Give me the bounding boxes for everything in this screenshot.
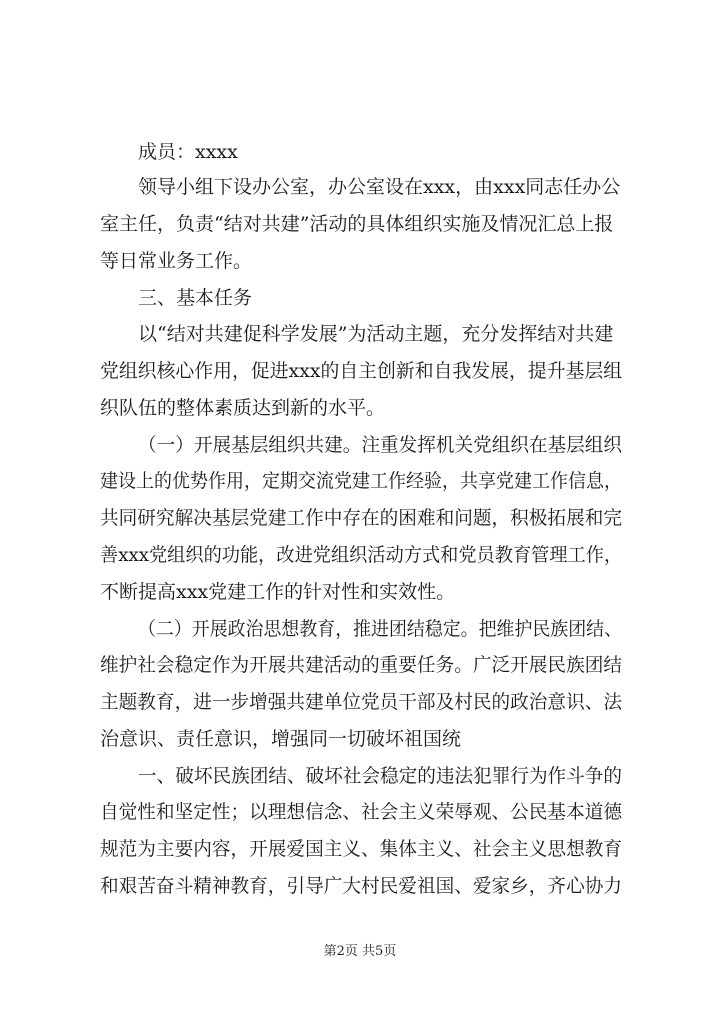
text-line: 以“结对共建促科学发展”为活动主题，充分发挥结对共建 (138, 323, 614, 345)
section-heading: 三、基本任务 (138, 287, 253, 309)
text-line: （一）开展基层组织共建。注重发挥机关党组织在基层组织 (138, 434, 623, 456)
text-line: 善xxx党组织的功能，改进党组织活动方式和党员教育管理工作， (100, 544, 623, 566)
text-line: （二）开展政治思想教育，推进团结稳定。把维护民族团结、 (138, 618, 623, 640)
text-line: 成员：xxxx (138, 141, 238, 163)
text-line: 领导小组下设办公室，办公室设在xxx，由xxx同志任办公 (138, 176, 621, 198)
text-line: 规范为主要内容，开展爱国主义、集体主义、社会主义思想教育 (100, 838, 623, 860)
text-line: 主题教育，进一步增强共建单位党员干部及村民的政治意识、法 (100, 691, 623, 713)
text-line: 共同研究解决基层党建工作中存在的困难和问题，积极拓展和完 (100, 507, 623, 529)
text-line: 建设上的优势作用，定期交流党建工作经验，共享党建工作信息， (100, 470, 623, 492)
text-line: 自觉性和坚定性；以理想信念、社会主义荣辱观、公民基本道德 (100, 801, 623, 823)
text-line: 织队伍的整体素质达到新的水平。 (100, 397, 386, 419)
text-line: 室主任，负责“结对共建”活动的具体组织实施及情况汇总上报 (100, 213, 614, 235)
text-line: 和艰苦奋斗精神教育，引导广大村民爱祖国、爱家乡，齐心协力 (100, 875, 623, 897)
text-line: 等日常业务工作。 (100, 250, 253, 272)
text-line: 党组织核心作用，促进xxx的自主创新和自我发展，提升基层组 (100, 360, 623, 382)
text-line: 治意识、责任意识，增强同一切破坏祖国统 (100, 728, 462, 750)
page-footer: 第2页 共5页 (323, 944, 397, 959)
text-line: 一、破坏民族团结、破坏社会稳定的违法犯罪行为作斗争的 (138, 765, 623, 787)
text-line: 不断提高xxx党建工作的针对性和实效性。 (100, 581, 456, 603)
text-line: 维护社会稳定作为开展共建活动的重要任务。广泛开展民族团结 (100, 654, 623, 676)
